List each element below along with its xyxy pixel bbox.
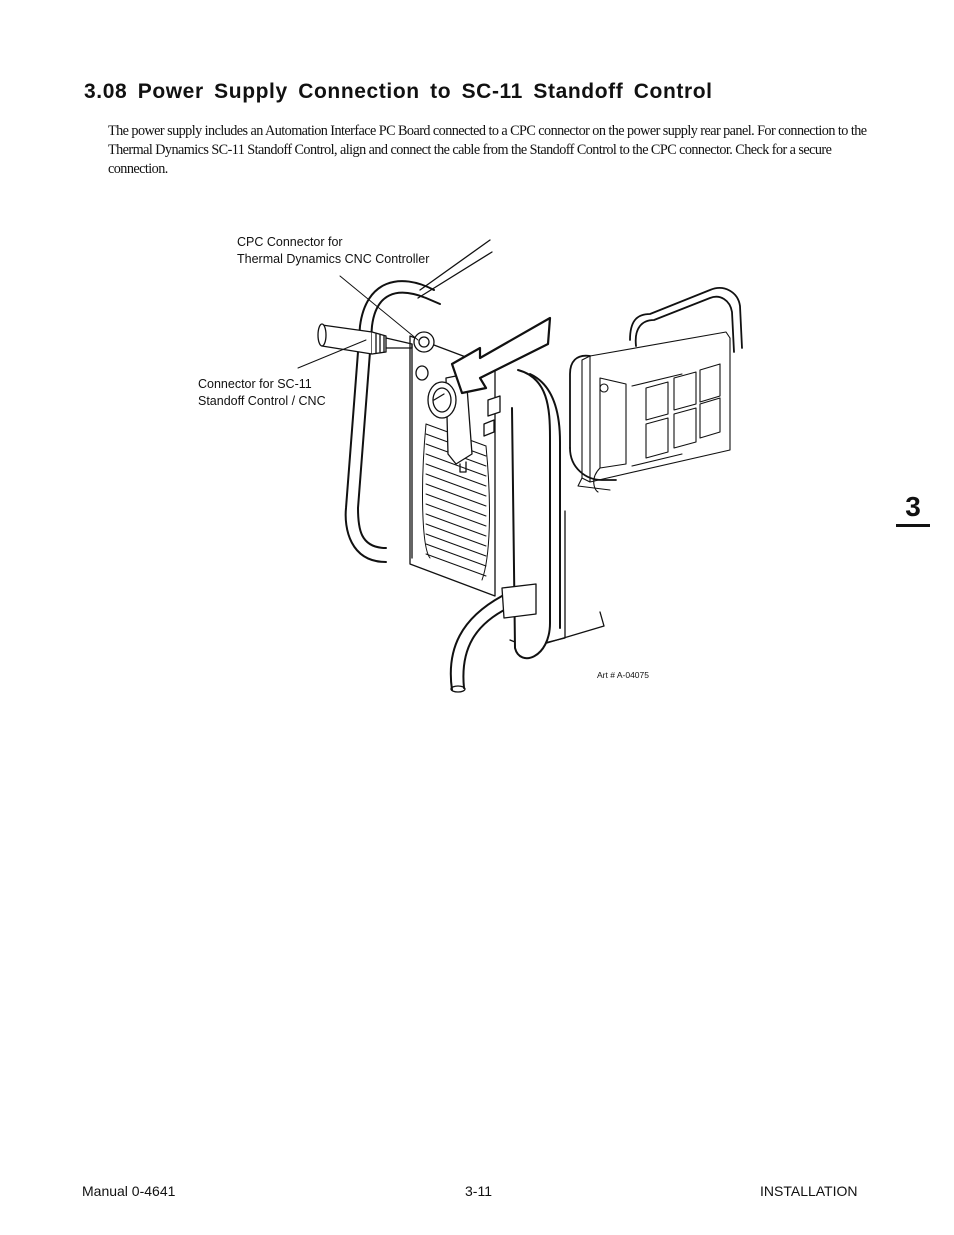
footer-section-name: INSTALLATION (760, 1183, 858, 1199)
power-supply-illustration (190, 228, 750, 698)
chapter-rule (896, 524, 930, 527)
footer-page-number: 3-11 (465, 1183, 492, 1199)
figure-power-supply-connection (190, 228, 750, 698)
section-body-text: The power supply includes an Automation Interface PC Board connected to a CPC connector on the power supply rear panel. For connection to the Thermal Dynamics SC-11 Standoff Control, align and connect the cable from the Standoff Control to the CPC connector. Check for a secure connection. (108, 123, 867, 177)
footer-manual-number: Manual 0-4641 (82, 1183, 176, 1199)
art-number: Art # A-04075 (597, 670, 649, 680)
section-heading: 3.08 Power Supply Connection to SC-11 Standoff Control (84, 80, 713, 103)
chapter-tab (896, 490, 930, 527)
chapter-number: 3 (905, 491, 921, 522)
callout-sc11-connector: Connector for SC-11 Standoff Control / CNC (198, 377, 326, 408)
callout-cpc-connector: CPC Connector for Thermal Dynamics CNC Controller (237, 235, 430, 266)
